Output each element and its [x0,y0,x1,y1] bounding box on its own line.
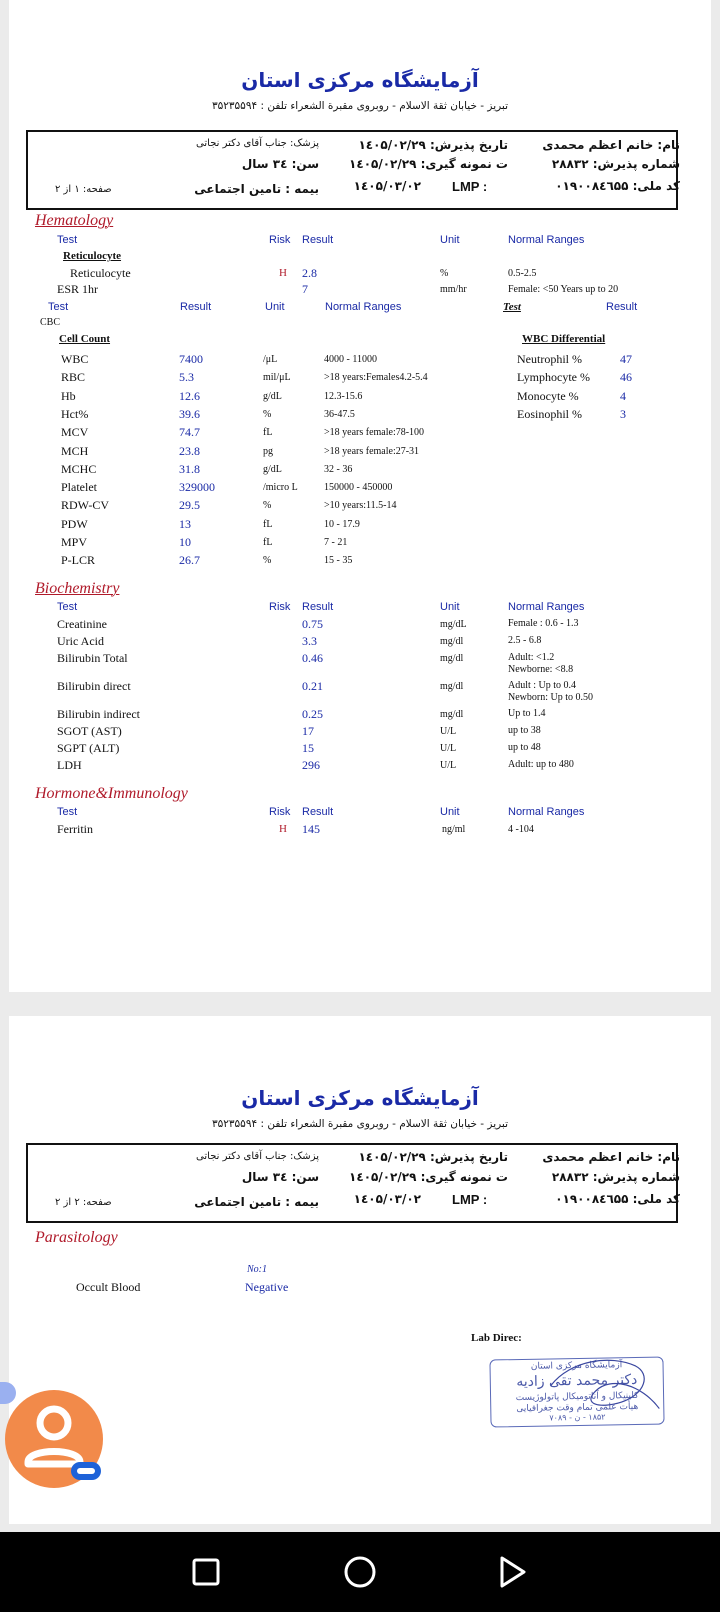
bio-test-name: Uric Acid [57,634,104,648]
national-code-2: کد ملی: ۰۱۹۰۰۸٤٦۵۵ [555,1192,680,1206]
section-biochemistry: Biochemistry [35,580,120,597]
result-value: 2.8 [302,266,317,280]
stamp-text: آزمایشگاه مرکزی استان [530,1360,623,1372]
cbc-test-name: P-LCR [61,553,96,568]
bio-result: 296 [302,758,320,772]
insurance: بیمه : تامین اجتماعی [194,182,319,196]
unit-value: ng/ml [442,824,466,835]
occult-blood-result: Negative [245,1280,289,1294]
cbc-range: 15 - 35 [324,555,353,567]
director-stamp [489,1356,664,1427]
cbc-test-name: RBC [61,370,86,385]
cbc-test-name: RDW-CV [61,498,109,513]
cbc-range: >18 years female:78-100 [324,427,425,439]
page-number: صفحه: ۱ از ۲ [55,184,112,195]
cell-count-header: Cell Count [59,333,111,345]
bio-test-name: Creatinine [57,617,107,631]
cbc-test-name: Platelet [61,480,97,495]
risk-flag: H [279,267,287,279]
lmp-label: LMP : [452,179,488,194]
cbc-range: 32 - 36 [324,463,353,475]
home-icon[interactable] [342,1554,378,1590]
bio-result: 0.46 [302,651,323,665]
hor-col-normal: Normal Ranges [508,806,585,818]
section-parasitology: Parasitology [35,1229,118,1246]
bio-range: Adult : Up to 0.4 [508,680,577,691]
diff-result: 47 [620,352,632,366]
cbc-result: 74.7 [179,425,200,440]
bio-range: Adult: up to 480 [508,759,574,770]
cbc-test-name: Hct% [61,406,89,421]
unit-value: % [440,268,449,279]
insurance-2: بیمه : تامین اجتماعی [194,1195,319,1209]
system-nav-bar [0,1532,720,1612]
bio-result: 0.25 [302,707,323,721]
stamp-text: کلینیکال و آناتومیکال پاتولوژیست [515,1390,639,1404]
bio-result: 0.75 [302,617,323,631]
bio-range: up to 38 [508,725,541,736]
admission-date-2: تاریخ پذیرش: ۱٤۰۵/۰۲/۲۹ [358,1150,508,1164]
cbc-result: 7400 [179,352,203,366]
bio-unit: mg/dl [440,653,464,664]
lab-address: تبریز - خیابان ثقة الاسلام - روبروی مقبرة الشعراء تلفن : ۳۵۲۳۵۵۹۴ [211,100,509,112]
admission-date: تاریخ پذیرش: ۱٤۰۵/۰۲/۲۹ [358,138,508,152]
col-unit: Unit [440,234,460,246]
stamp-text: دکتر محمد تقی زادیه [516,1371,638,1391]
lab-address-2: تبریز - خیابان ثقة الاسلام - روبروی مقبرة الشعراء تلفن : ۳۵۲۳۵۵۹۴ [211,1118,509,1130]
bio-range-secondary: Newborn: Up to 0.50 [508,692,593,703]
cbc-unit: fL [263,537,273,548]
cbc-result: 26.7 [179,553,200,568]
sample-no: No:1 [247,1264,267,1275]
back-icon[interactable] [494,1554,530,1590]
signature-icon [540,1354,661,1426]
bio-unit: mg/dl [440,709,464,720]
table-row-test: Ferritin [57,822,93,836]
person-icon [5,1390,103,1488]
cbc-unit: /micro L [263,482,298,494]
hor-col-unit: Unit [440,806,460,818]
cbc-label: CBC [40,317,61,328]
cbc-unit: mil/μL [263,372,291,384]
diff-test-name: Neutrophil % [517,352,582,366]
cbc-range: >18 years female:27-31 [324,445,420,457]
cbc-result: 39.6 [179,406,200,421]
recent-apps-icon[interactable] [190,1556,222,1588]
col-test: Test [57,234,78,246]
doctor-name: پزشک: جناب آقای دکتر نجاتی [196,138,319,149]
stamp-text: هیأت علمی تمام وقت جغرافیایی [516,1401,639,1415]
bio-test-name: Bilirubin direct [57,679,131,693]
range-value: 4 -104 [508,824,534,835]
cbc-test-name: MPV [61,535,88,549]
cbc-test-name: PDW [61,516,88,531]
result-value: 145 [302,822,320,836]
unit-value: mm/hr [440,284,467,295]
cbc-unit: fL [263,518,273,530]
wbc-diff-header: WBC Differential [522,333,606,345]
lab-title-2: آزمایشگاه مرکزی استان [241,1086,479,1110]
sample-date: ت نمونه گیری: ۱٤۰۵/۰۲/۲۹ [349,157,508,171]
cbc-unit: g/dL [263,463,282,475]
cbc-test-name: Hb [61,388,76,403]
bio-range: Female : 0.6 - 1.3 [508,618,579,629]
page-number-2: صفحه: ۲ از ۲ [55,1197,112,1208]
avatar-bubble[interactable] [5,1390,103,1488]
result-value: 7 [302,282,308,296]
bio-col-normal: Normal Ranges [508,601,585,613]
cbc-range: 7 - 21 [324,537,348,548]
hor-col-risk: Risk [269,806,291,818]
cbc-unit: /μL [263,354,278,365]
diff-test-name: Eosinophil % [517,406,582,421]
bio-test-name: SGPT (ALT) [57,741,120,755]
cbc-result: 5.3 [179,370,194,385]
cbc-result: 329000 [179,480,215,495]
cbc-result: 31.8 [179,461,200,476]
bio-test-name: Bilirubin indirect [57,707,140,721]
section-hormone: Hormone&Immunology [35,785,188,802]
cbc-result: 13 [179,516,191,531]
sample-date-2: ت نمونه گیری: ۱٤۰۵/۰۲/۲۹ [349,1170,508,1184]
diff-col-test: Test [503,301,521,313]
bio-result: 3.3 [302,634,317,648]
table-row-test: ESR 1hr [57,282,99,296]
occult-blood-test: Occult Blood [76,1280,141,1294]
admission-number: شماره پذیرش: ۲۸۸۳۲ [551,157,680,171]
bio-col-test: Test [57,601,78,613]
cbc-col-unit: Unit [265,301,285,313]
diff-test-name: Monocyte % [517,388,579,403]
section-hematology: Hematology [35,212,114,229]
range-value: 0.5-2.5 [508,268,537,279]
cbc-range: 12.3-15.6 [324,390,363,402]
cbc-range: 36-47.5 [324,408,355,420]
bio-unit: mg/dl [440,681,464,692]
col-result: Result [302,234,334,246]
patient-age-2: سن: ۳٤ سال [241,1170,319,1184]
lmp-value: ۱٤۰۵/۰۳/۰۲ [353,179,421,193]
hor-col-test: Test [57,806,78,818]
bio-test-name: LDH [57,758,82,772]
cbc-col-normal: Normal Ranges [325,301,402,313]
cbc-unit: % [263,500,272,512]
patient-name-2: نام: خانم اعظم محمدی [542,1150,680,1164]
bio-test-name: SGOT (AST) [57,724,122,738]
cbc-unit: % [263,555,272,567]
diff-col-result: Result [606,301,638,313]
bio-unit: mg/dL [440,619,467,630]
bio-col-risk: Risk [269,601,291,613]
bio-col-result: Result [302,601,334,613]
diff-result: 46 [620,370,632,385]
lmp-value-2: ۱٤۰۵/۰۳/۰۲ [353,1192,421,1206]
stamp-text: ۱۸۵۲ - ن - ۷۰۸۹ [549,1412,606,1423]
cbc-result: 10 [179,535,191,549]
cbc-unit: g/dL [263,390,282,402]
bio-range: 2.5 - 6.8 [508,635,542,646]
col-risk: Risk [269,234,291,246]
reticulocyte-header: Reticulocyte [63,250,122,262]
bio-range: up to 48 [508,742,541,753]
bio-result: 17 [302,724,314,738]
national-code: کد ملی: ۰۱۹۰۰۸٤٦۵۵ [555,179,680,193]
cbc-range: 150000 - 450000 [324,482,393,494]
risk-flag: H [279,823,287,835]
cbc-result: 29.5 [179,498,200,513]
bio-range-secondary: Newborne: <8.8 [508,664,574,675]
bio-col-unit: Unit [440,601,460,613]
cbc-result: 12.6 [179,388,200,403]
bio-unit: U/L [440,743,457,754]
patient-name: نام: خانم اعظم محمدی [542,138,680,152]
cbc-col-test: Test [48,301,69,313]
cbc-range: >10 years:11.5-14 [324,500,397,512]
cbc-test-name: MCH [61,443,89,458]
cbc-test-name: WBC [61,352,89,366]
bio-unit: U/L [440,760,457,771]
bio-range: Adult: <1.2 [508,652,555,663]
cbc-range: 4000 - 11000 [324,354,377,365]
cbc-test-name: MCV [61,425,89,440]
cbc-result: 23.8 [179,443,200,458]
cbc-range: >18 years:Females4.2-5.4 [324,372,428,384]
bio-result: 15 [302,741,314,755]
col-normal: Normal Ranges [508,234,585,246]
diff-result: 4 [620,388,626,403]
patient-age: سن: ۳٤ سال [241,157,319,171]
table-row-test: Reticulocyte [70,266,131,280]
bio-test-name: Bilirubin Total [57,651,128,665]
cbc-unit: pg [263,445,273,457]
bio-result: 0.21 [302,679,323,693]
cbc-unit: % [263,408,272,420]
hor-col-result: Result [302,806,334,818]
lab-title: آزمایشگاه مرکزی استان [241,68,479,92]
diff-result: 3 [620,406,626,421]
lmp-label-2: LMP : [452,1192,488,1207]
diff-test-name: Lymphocyte % [517,370,590,385]
doctor-name-2: پزشک: جناب آقای دکتر نجاتی [196,1151,319,1162]
bio-unit: mg/dl [440,636,464,647]
cbc-unit: fL [263,427,273,439]
cbc-col-result: Result [180,301,212,313]
cbc-test-name: MCHC [61,461,97,476]
bio-range: Up to 1.4 [508,708,546,719]
lab-director-label: Lab Direc: [471,1332,522,1344]
bio-unit: U/L [440,726,457,737]
cbc-range: 10 - 17.9 [324,518,360,530]
range-value: Female: <50 Years up to 20 [508,284,619,295]
admission-number-2: شماره پذیرش: ۲۸۸۳۲ [551,1170,680,1184]
